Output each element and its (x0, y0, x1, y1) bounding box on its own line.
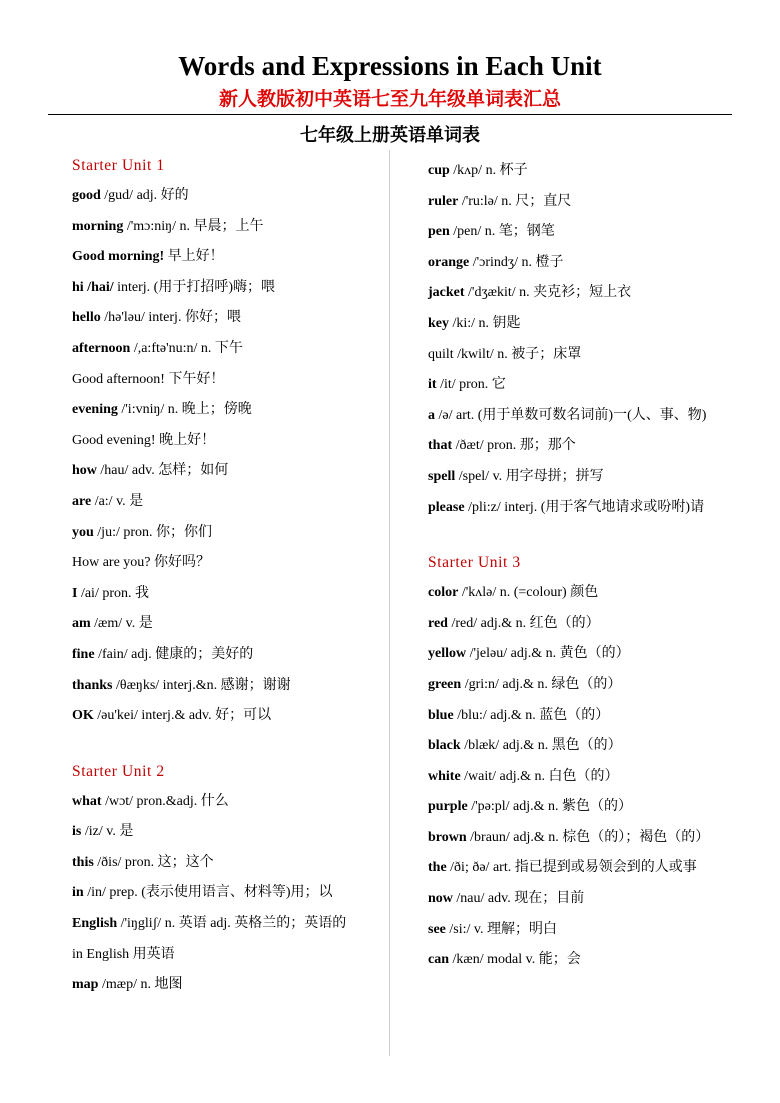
header-rule (48, 114, 732, 115)
word-entry (72, 242, 384, 273)
headword: hi /hai/ (72, 279, 114, 295)
entry-detail: /θæŋks/ interj.&n. 感谢；谢谢 (112, 677, 291, 693)
entry-detail: /'ɔrindʒ/ n. 橙子 (469, 254, 564, 270)
word-entry (72, 701, 384, 732)
word-entry (428, 578, 740, 609)
entry-detail: /hau/ adv. 怎样；如何 (96, 463, 229, 479)
word-entry (72, 212, 384, 243)
word-entry (428, 731, 740, 762)
entry-detail: /əu'kei/ interj.& adv. 好；可以 (93, 708, 272, 724)
headword: how (72, 463, 97, 479)
section-gap (72, 732, 384, 756)
word-entry (72, 787, 384, 818)
entry-detail: /'kʌlə/ n. (=colour) 颜色 (458, 585, 599, 601)
headword: black (428, 738, 461, 754)
entry-detail: /kæn/ modal v. 能；会 (449, 952, 581, 968)
headword: map (72, 977, 99, 993)
headword: am (72, 616, 91, 632)
entry-detail: /'dʒækit/ n. 夹克衫；短上衣 (464, 285, 632, 301)
column-divider (389, 150, 390, 1056)
headword: a (428, 407, 435, 423)
entry-detail: /'pə:pl/ adj.& n. 紫色（的） (467, 799, 632, 815)
headword: it (428, 377, 437, 393)
headword: now (428, 891, 453, 907)
word-entry (428, 823, 740, 854)
headword: that (428, 438, 453, 454)
entry-detail: /gud/ adj. 好的 (100, 188, 189, 203)
word-entry (428, 853, 740, 884)
headword: thanks (72, 677, 113, 693)
entry-detail: /ðis/ pron. 这；这个 (93, 854, 214, 870)
entry-detail: Good evening! 晚上好！ (72, 432, 216, 448)
word-entry (428, 884, 740, 915)
entry-detail: /ə/ art. (用于单数可数名词前)一(人、事、物) (435, 407, 707, 423)
entry-detail: /si:/ v. 理解；明白 (445, 921, 557, 937)
word-entry (428, 217, 740, 248)
section-gap (428, 523, 740, 547)
word-entry (72, 970, 384, 1001)
word-entry (72, 848, 384, 879)
entry-detail: /'mɔ:niŋ/ n. 早晨；上午 (123, 218, 264, 234)
headword: spell (428, 468, 456, 484)
entry-detail: /in/ prep. (表示使用语言、材料等)用；以 (83, 885, 333, 901)
headword: pen (428, 224, 450, 240)
entry-detail: /ðæt/ pron. 那；那个 (452, 438, 576, 454)
headword: in (72, 885, 84, 901)
word-entry (72, 181, 384, 212)
word-entry (428, 462, 740, 493)
unit-heading-starter-3: Starter Unit 3 (428, 554, 521, 572)
entry-detail: /'i:vniŋ/ n. 晚上；傍晚 (117, 402, 252, 418)
entry-detail: /nau/ adv. 现在；目前 (452, 891, 585, 907)
entry-detail: /wait/ adj.& n. 白色（的） (460, 768, 619, 784)
word-entry (428, 670, 740, 701)
word-entry (72, 518, 384, 549)
entry-detail: /red/ adj.& n. 红色（的） (447, 615, 600, 631)
word-entry (72, 671, 384, 702)
unit-heading-starter-1: Starter Unit 1 (72, 157, 165, 174)
word-entry (428, 762, 740, 793)
entry-detail: /'jeləu/ adj.& n. 黄色（的） (466, 646, 630, 662)
entry-detail: 早上好！ (164, 249, 224, 265)
word-entry (428, 248, 740, 279)
headword: the (428, 860, 447, 876)
headword: good (72, 188, 101, 203)
word-entry (72, 273, 384, 304)
headword: jacket (428, 285, 465, 301)
phrase-entry (72, 940, 384, 971)
headword: Good morning! (72, 249, 165, 265)
entry-detail: interj. (用于打招呼)嗨；喂 (113, 279, 276, 295)
word-entry (428, 278, 740, 309)
word-entry (72, 334, 384, 365)
word-entry (428, 609, 740, 640)
entry-detail: /iz/ v. 是 (81, 824, 134, 840)
entry-detail: /wɔt/ pron.&adj. 什么 (101, 793, 229, 809)
headword: yellow (428, 646, 467, 662)
word-entry (428, 431, 740, 462)
word-entry (428, 370, 740, 401)
headword: fine (72, 646, 95, 662)
word-entry (72, 609, 384, 640)
headword: morning (72, 218, 124, 234)
headword: orange (428, 254, 470, 270)
word-entry (428, 792, 740, 823)
entry-detail: /blu:/ adj.& n. 蓝色（的） (453, 707, 610, 723)
entry-detail: How are you? 你好吗？ (72, 555, 211, 571)
headword: I (72, 585, 78, 601)
word-entry (72, 395, 384, 426)
word-entry (428, 639, 740, 670)
entry-detail: in English 用英语 (72, 946, 175, 962)
left-column (72, 150, 384, 1001)
headword: evening (72, 402, 118, 418)
phrase-entry (72, 365, 384, 396)
word-entry (428, 187, 740, 218)
entry-detail: /spel/ v. 用字母拼；拼写 (455, 468, 604, 484)
headword: OK (72, 708, 94, 724)
entry-detail: /'iŋgliʃ/ n. 英语 adj. 英格兰的；英语的 (117, 916, 347, 932)
headword: you (72, 524, 94, 540)
entry-detail: /ði; ðə/ art. 指已提到或易领会到的人或事 (446, 860, 697, 876)
entry-detail: /æm/ v. 是 (90, 616, 153, 632)
entry-detail: quilt /kwilt/ n. 被子；床罩 (428, 346, 582, 362)
word-entry (428, 493, 740, 524)
headword: white (428, 768, 461, 784)
word-entry (72, 487, 384, 518)
word-entry (428, 401, 740, 432)
word-entry (72, 817, 384, 848)
entry-detail: /gri:n/ adj.& n. 绿色（的） (461, 676, 622, 692)
word-entry (72, 640, 384, 671)
headword: afternoon (72, 340, 131, 356)
grade-title: 七年级上册英语单词表 (300, 125, 480, 146)
entry-detail: /,a:ftə'nu:n/ n. 下午 (130, 340, 243, 356)
headword: cup (428, 163, 450, 178)
headword: is (72, 824, 82, 840)
word-entry (428, 309, 740, 340)
entry-detail: /a:/ v. 是 (91, 493, 144, 509)
word-entry (72, 579, 384, 610)
headword: color (428, 585, 459, 601)
headword: can (428, 952, 449, 968)
headword: blue (428, 707, 454, 723)
entry-detail: /pen/ n. 笔；钢笔 (449, 224, 555, 240)
word-entry (428, 945, 740, 976)
word-entry (428, 915, 740, 946)
headword: red (428, 615, 448, 631)
page-title: Words and Expressions in Each Unit (178, 51, 602, 81)
headword: brown (428, 829, 467, 845)
entry-detail: /it/ pron. 它 (436, 377, 506, 393)
entry-detail: /pli:z/ interj. (用于客气地请求或吩咐)请 (464, 499, 705, 515)
headword: key (428, 315, 449, 331)
phrase-entry (72, 426, 384, 457)
word-entry (72, 878, 384, 909)
headword: are (72, 493, 92, 509)
page-subtitle: 新人教版初中英语七至九年级单词表汇总 (218, 88, 561, 110)
headword: what (72, 793, 102, 809)
headword: this (72, 854, 94, 870)
phrase-entry (428, 340, 740, 371)
word-entry (72, 303, 384, 334)
headword: see (428, 921, 446, 937)
right-column (428, 156, 740, 976)
unit-heading-starter-2: Starter Unit 2 (72, 762, 165, 780)
headword: green (428, 676, 462, 692)
entry-detail: Good afternoon! 下午好！ (72, 371, 225, 387)
word-entry (428, 156, 740, 187)
word-entry (72, 909, 384, 940)
entry-detail: /mæp/ n. 地图 (98, 977, 183, 993)
entry-detail: /ki:/ n. 钥匙 (449, 315, 521, 331)
word-entry (72, 456, 384, 487)
headword: ruler (428, 193, 459, 209)
entry-detail: /'ru:lə/ n. 尺；直尺 (458, 193, 572, 209)
headword: please (428, 499, 465, 515)
headword: purple (428, 799, 468, 815)
entry-detail: /blæk/ adj.& n. 黑色（的） (460, 738, 622, 754)
entry-detail: /ai/ pron. 我 (77, 585, 149, 601)
entry-detail: /braun/ adj.& n. 棕色（的）；褐色（的） (466, 829, 710, 845)
phrase-entry (72, 548, 384, 579)
headword: hello (72, 310, 101, 326)
word-entry (428, 701, 740, 732)
entry-detail: /hə'ləu/ interj. 你好；喂 (100, 310, 241, 326)
headword: English (72, 916, 118, 932)
entry-detail: /ju:/ pron. 你；你们 (93, 524, 213, 540)
entry-detail: /kʌp/ n. 杯子 (449, 163, 528, 178)
entry-detail: /fain/ adj. 健康的；美好的 (94, 646, 254, 662)
